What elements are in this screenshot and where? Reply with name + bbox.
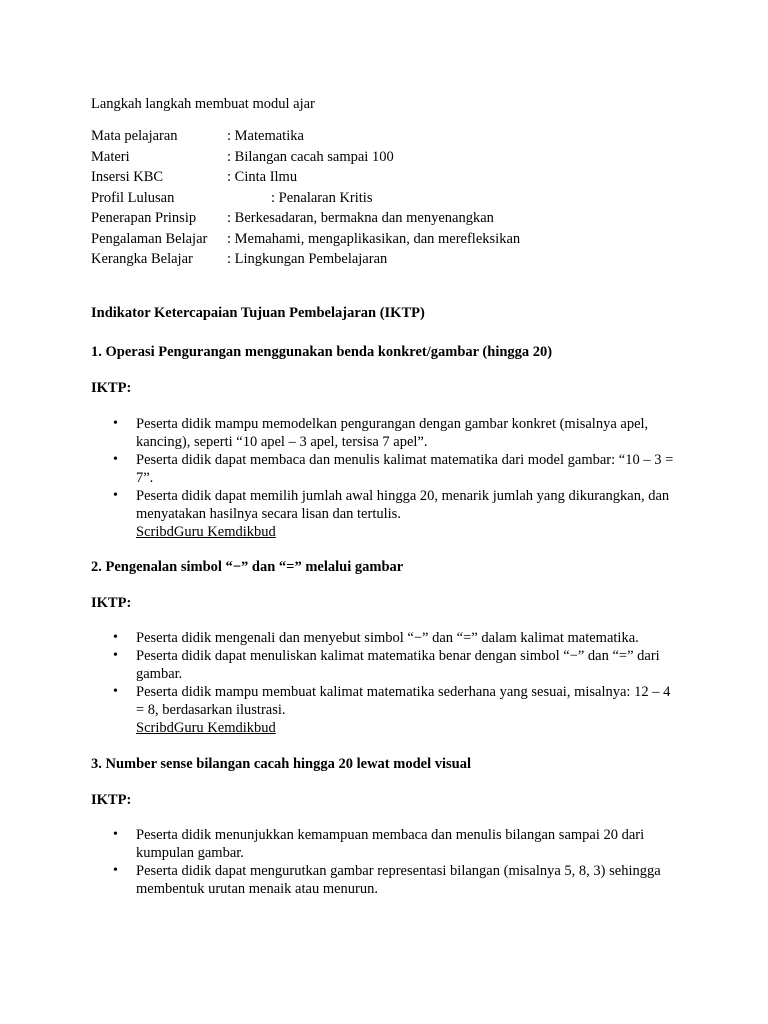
info-label: Materi (91, 148, 130, 165)
list-item (91, 826, 681, 862)
bullet-list (91, 415, 681, 541)
section-heading: 3. Number sense bilangan cacah hingga 20 lewat model visual (91, 756, 471, 772)
list-item (91, 451, 681, 487)
list-item-text: Peserta didik dapat membaca dan menulis kalimat matematika dari model gambar: “10 – 3 = 7”. (136, 452, 674, 486)
list-item-text: Peserta didik mampu memodelkan pengurangan dengan gambar konkret (misalnya apel, kancing), seperti “10 apel – 3 apel, tersisa 7 apel”. (136, 416, 649, 450)
bullet-list (91, 826, 681, 898)
section-heading: 2. Pengenalan simbol “−” dan “=” melalui gambar (91, 559, 404, 575)
list-item-text: Peserta didik dapat menuliskan kalimat matematika benar dengan simbol “−” dan “=” dari gambar. (136, 648, 660, 682)
info-value: : Bilangan cacah sampai 100 (227, 148, 394, 165)
bullet-list (91, 629, 681, 737)
info-value: : Cinta Ilmu (227, 169, 298, 185)
list-item-text: Peserta didik menunjukkan kemampuan membaca dan menulis bilangan sampai 20 dari kumpulan gambar. (136, 827, 645, 861)
list-item (91, 683, 681, 737)
list-item (91, 647, 681, 683)
info-label: Mata pelajaran (91, 128, 178, 144)
info-label: Profil Lulusan (91, 189, 175, 206)
document-title: Langkah langkah membuat modul ajar (91, 96, 315, 112)
list-item-text: Peserta didik mampu membuat kalimat matematika sederhana yang sesuai, misalnya: 12 – 4 = 8, berdasarkan ilustrasi. (136, 684, 671, 718)
info-value: : Memahami, mengaplikasikan, dan merefleksikan (227, 230, 521, 247)
info-label: Kerangka Belajar (91, 251, 193, 267)
list-item (91, 415, 681, 451)
iktp-label: IKTP: (91, 380, 132, 396)
main-heading: Indikator Ketercapaian Tujuan Pembelajaran (IKTP) (91, 305, 425, 321)
iktp-label: IKTP: (91, 792, 132, 808)
source-link[interactable]: ScribdGuru Kemdikbud (136, 720, 276, 736)
info-value: : Lingkungan Pembelajaran (227, 251, 388, 267)
info-value: : Berkesadaran, bermakna dan menyenangkan (227, 210, 494, 226)
info-label: Penerapan Prinsip (91, 210, 197, 226)
iktp-label: IKTP: (91, 595, 132, 611)
list-item (91, 487, 681, 541)
list-item (91, 629, 681, 647)
info-value: : Penalaran Kritis (271, 189, 373, 206)
list-item-text: Peserta didik mengenali dan menyebut simbol “−” dan “=” dalam kalimat matematika. (136, 630, 639, 646)
info-label: Insersi KBC (91, 169, 164, 185)
list-item-text: Peserta didik dapat memilih jumlah awal hingga 20, menarik jumlah yang dikurangkan, dan menyatakan hasilnya secara lisan dan tertulis. (136, 488, 670, 522)
info-label: Pengalaman Belajar (91, 230, 208, 247)
list-item (91, 862, 681, 898)
section-heading: 1. Operasi Pengurangan menggunakan benda konkret/gambar (hingga 20) (91, 344, 553, 360)
source-link[interactable]: ScribdGuru Kemdikbud (136, 524, 276, 540)
info-value: : Matematika (227, 128, 304, 144)
list-item-text: Peserta didik dapat mengurutkan gambar representasi bilangan (misalnya 5, 8, 3) sehingga membentuk urutan menaik atau menurun. (136, 863, 661, 897)
